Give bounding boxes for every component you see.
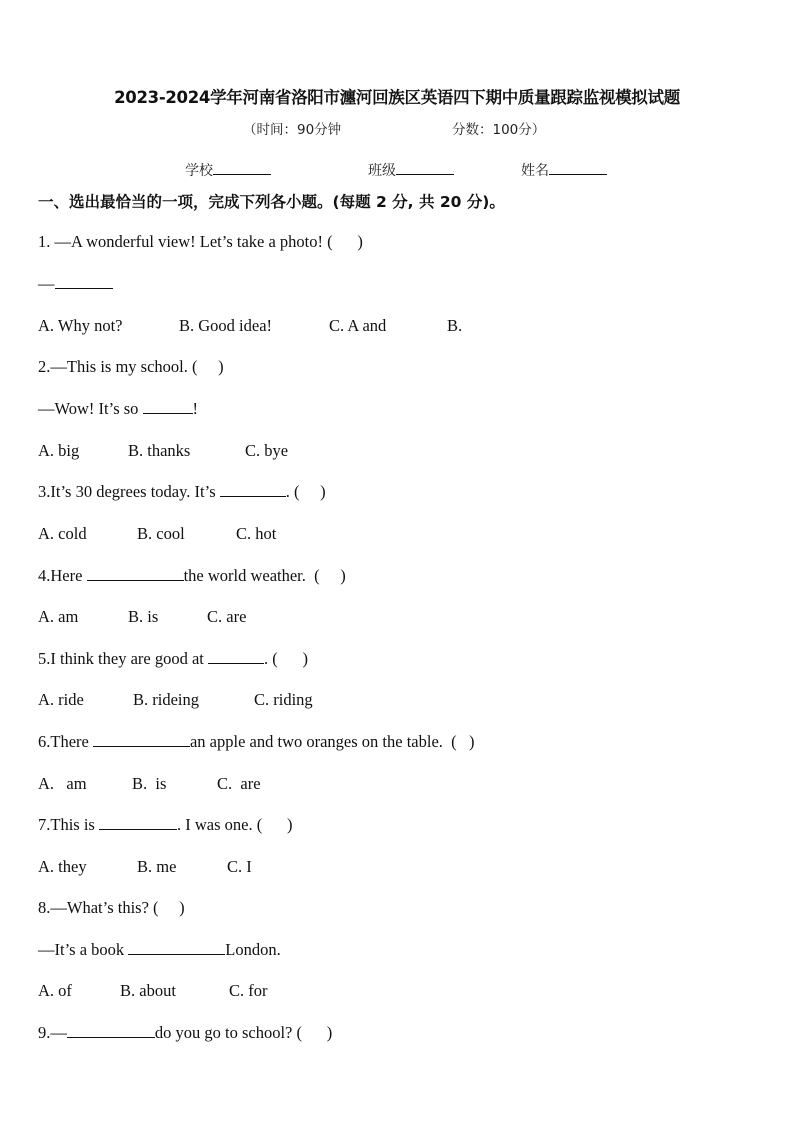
question-7-blank[interactable] [99, 815, 177, 830]
question-6-option-c[interactable]: C. are [217, 774, 261, 793]
question-5-stem [38, 649, 308, 669]
question-2-reply-post: ! [192, 399, 199, 418]
question-2-option-b[interactable]: B. thanks [128, 441, 191, 460]
question-7-stem [38, 815, 292, 835]
question-1-reply [38, 274, 113, 294]
question-3-stem [38, 482, 326, 502]
question-4-stem-post: the world weather. ( ) [183, 566, 346, 585]
class-field [368, 160, 454, 180]
question-9-stem-pre: 9.— [38, 1023, 67, 1042]
question-2-blank[interactable] [143, 399, 193, 414]
question-8-reply-pre: —It’s a book [38, 940, 129, 959]
class-blank[interactable] [396, 160, 454, 175]
question-7-option-b[interactable]: B. me [137, 857, 177, 876]
question-8-stem: 8.—What’s this? ( ) [38, 898, 185, 917]
question-3-stem-pre: 3.It’s 30 degrees today. It’s [38, 482, 220, 501]
name-label: 姓名 [521, 163, 549, 179]
question-3-option-b[interactable]: B. cool [137, 524, 185, 543]
question-5-stem-post: . ( ) [264, 649, 308, 668]
question-9-stem [38, 1023, 332, 1043]
section-heading: 一、选出最恰当的一项，完成下列各小题。(每题 2 分, 共 20 分)。 [38, 193, 505, 211]
question-2-reply-pre: —Wow! It’s so [38, 399, 143, 418]
question-5-stem-pre: 5.I think they are good at [38, 649, 208, 668]
exam-score: 分数：100分） [452, 122, 546, 138]
question-2-stem: 2.—This is my school. ( ) [38, 357, 224, 376]
question-3-option-c[interactable]: C. hot [236, 524, 277, 543]
question-4-stem-pre: 4.Here [38, 566, 87, 585]
question-2-reply [38, 399, 198, 419]
question-9-stem-post: do you go to school? ( ) [154, 1023, 333, 1042]
question-9-blank[interactable] [67, 1023, 155, 1038]
question-8-option-a[interactable]: A. of [38, 981, 72, 1000]
school-field [185, 160, 271, 180]
question-1-blank[interactable] [55, 274, 113, 289]
question-7-stem-pre: 7.This is [38, 815, 99, 834]
question-6-blank[interactable] [93, 732, 190, 747]
question-2-option-a[interactable]: A. big [38, 441, 80, 460]
question-4-option-a[interactable]: A. am [38, 607, 79, 626]
question-8-reply [38, 940, 281, 960]
question-3-stem-post: . ( ) [285, 482, 326, 501]
question-6-stem-pre: 6.There [38, 732, 93, 751]
question-3-option-a[interactable]: A. cold [38, 524, 87, 543]
question-1-reply-dash: — [38, 274, 55, 293]
question-2-option-c[interactable]: C. bye [245, 441, 289, 460]
question-3-blank[interactable] [220, 482, 286, 497]
question-8-reply-post: London. [225, 940, 281, 959]
question-6-stem-post: an apple and two oranges on the table. ( ) [189, 732, 475, 751]
question-4-blank[interactable] [87, 566, 184, 581]
question-5-option-b[interactable]: B. rideing [133, 690, 199, 709]
name-field [521, 160, 607, 180]
school-blank[interactable] [213, 160, 271, 175]
question-5-option-a[interactable]: A. ride [38, 690, 84, 709]
question-5-blank[interactable] [208, 649, 264, 664]
name-blank[interactable] [549, 160, 607, 175]
question-1-option-b[interactable]: B. Good idea! [179, 316, 273, 335]
question-4-option-c[interactable]: C. are [207, 607, 247, 626]
question-4-stem [38, 566, 346, 586]
question-7-option-c[interactable]: C. I [227, 857, 252, 876]
question-7-stem-post: . I was one. ( ) [176, 815, 293, 834]
question-8-blank[interactable] [128, 940, 225, 955]
question-6-stem [38, 732, 475, 752]
question-1-option-c[interactable]: C. A and [329, 316, 387, 335]
question-1-option-a[interactable]: A. Why not? [38, 316, 123, 335]
exam-title: 2023-2024学年河南省洛阳市瀍河回族区英语四下期中质量跟踪监视模拟试题 [114, 88, 680, 107]
question-6-option-b[interactable]: B. is [132, 774, 167, 793]
question-4-option-b[interactable]: B. is [128, 607, 159, 626]
question-6-option-a[interactable]: A. am [38, 774, 87, 793]
question-1-option-d[interactable]: B. [447, 316, 463, 335]
question-1-stem: 1. —A wonderful view! Let’s take a photo! ( ) [38, 232, 363, 251]
question-5-option-c[interactable]: C. riding [254, 690, 313, 709]
class-label: 班级 [368, 163, 396, 179]
school-label: 学校 [185, 163, 213, 179]
question-8-option-c[interactable]: C. for [229, 981, 268, 1000]
exam-time: （时间：90分钟 [243, 122, 342, 138]
question-7-option-a[interactable]: A. they [38, 857, 87, 876]
question-8-option-b[interactable]: B. about [120, 981, 176, 1000]
